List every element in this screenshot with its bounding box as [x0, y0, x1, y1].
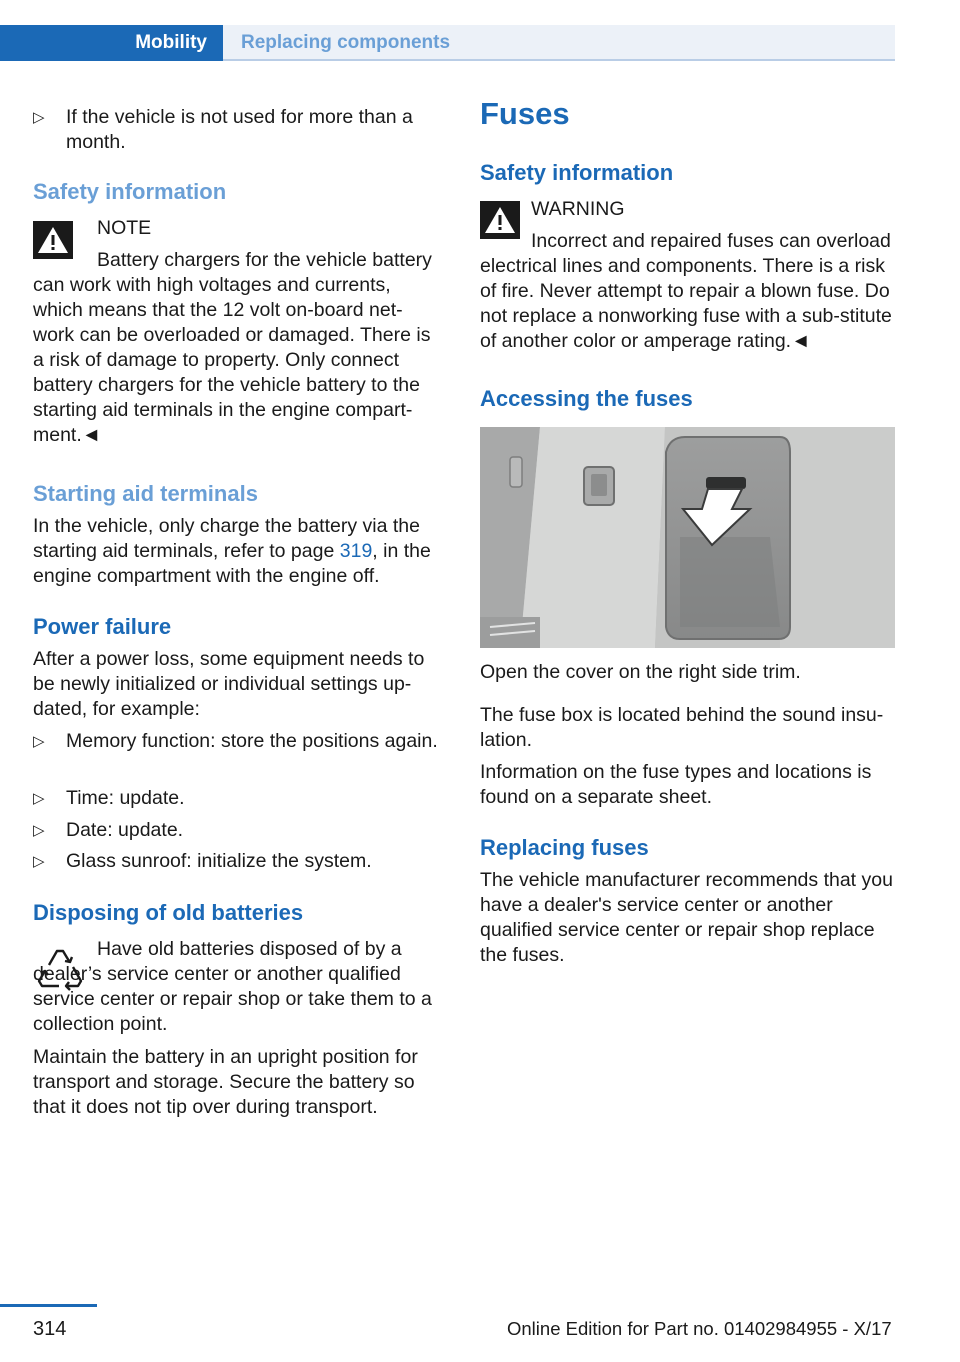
triangle-bullet-icon: ▷ [33, 822, 45, 839]
maintain-text: Maintain the battery in an upright position for transport and storage. Secure the battery so that it does not tip over during transport. [33, 1046, 418, 1118]
fuse-info-text: Information on the fuse types and locations is found on a separate sheet. [480, 761, 872, 808]
edition-note: Online Edition for Part no. 01402984955 - X/17 [507, 1318, 892, 1339]
replacing-fuses-heading: Replacing fuses [480, 835, 649, 860]
tab-replacing-components[interactable]: Replacing components [223, 25, 895, 61]
page-header [0, 25, 895, 61]
list-item: ▷ Time: update. [33, 787, 185, 809]
fuse-cover-photo [480, 427, 895, 648]
triangle-bullet-icon: ▷ [33, 790, 45, 807]
fuses-heading: Fuses [480, 96, 570, 131]
starting-aid-text: In the vehicle, only charge the battery via the starting aid terminals, refer to page 319, in the engine compartment with the engine off. [33, 515, 431, 587]
starting-aid-heading: Starting aid terminals [33, 481, 258, 506]
footer-divider [0, 1304, 97, 1307]
accessing-fuses-heading: Accessing the fuses [480, 386, 693, 411]
replacing-fuses-text: The vehicle manufacturer recommends that you have a dealer's service center or another qualified service center or repair shop replace the fuses. [480, 869, 893, 966]
page-number: 314 [33, 1318, 67, 1340]
note-text: Battery chargers for the vehicle battery can work with high voltages and currents, which means that the 12 volt on-board net-work can be overloaded or damaged. There is a risk of damage to property. Only connect battery chargers for the vehicle battery to the starting aid terminals in the engine compart-ment.◄ [33, 249, 432, 446]
disposing-text: Have old batteries disposed of by a dealer’s service center or another qualified service center or repair shop or take them to a collection point. [33, 938, 432, 1035]
warning-label: WARNING [531, 198, 625, 220]
safety-info-heading: Safety information [480, 160, 674, 185]
page-link[interactable]: 319 [339, 540, 373, 562]
fuse-box-text: The fuse box is located behind the sound insu-lation. [480, 704, 884, 751]
open-cover-text: Open the cover on the right side trim. [480, 661, 801, 683]
safety-info-heading: Safety information [33, 179, 227, 204]
list-item: ▷ Glass sunroof: initialize the system. [33, 850, 372, 872]
header-divider [223, 59, 895, 61]
tab-mobility[interactable]: Mobility [0, 25, 223, 61]
triangle-bullet-icon: ▷ [33, 733, 45, 750]
list-item: ▷ Date: update. [33, 819, 184, 841]
triangle-bullet-icon: ▷ [33, 853, 45, 870]
list-item: ▷ If the vehicle is not used for more than a month. [33, 106, 413, 153]
warning-text: Incorrect and repaired fuses can overload electrical lines and components. There is a risk of fire. Never attempt to repair a blown fuse. Do not replace a nonworking fuse with a sub-stitute of another color or amperage rating.◄ [480, 230, 892, 352]
power-failure-heading: Power failure [33, 614, 172, 639]
triangle-bullet-icon: ▷ [33, 109, 45, 126]
disposing-heading: Disposing of old batteries [33, 900, 304, 925]
note-label: NOTE [97, 217, 152, 239]
power-failure-text: After a power loss, some equipment needs to be newly initialized or individual settings up-dated, for example: [33, 648, 425, 720]
list-item: ▷ Memory function: store the positions again. [33, 730, 438, 752]
